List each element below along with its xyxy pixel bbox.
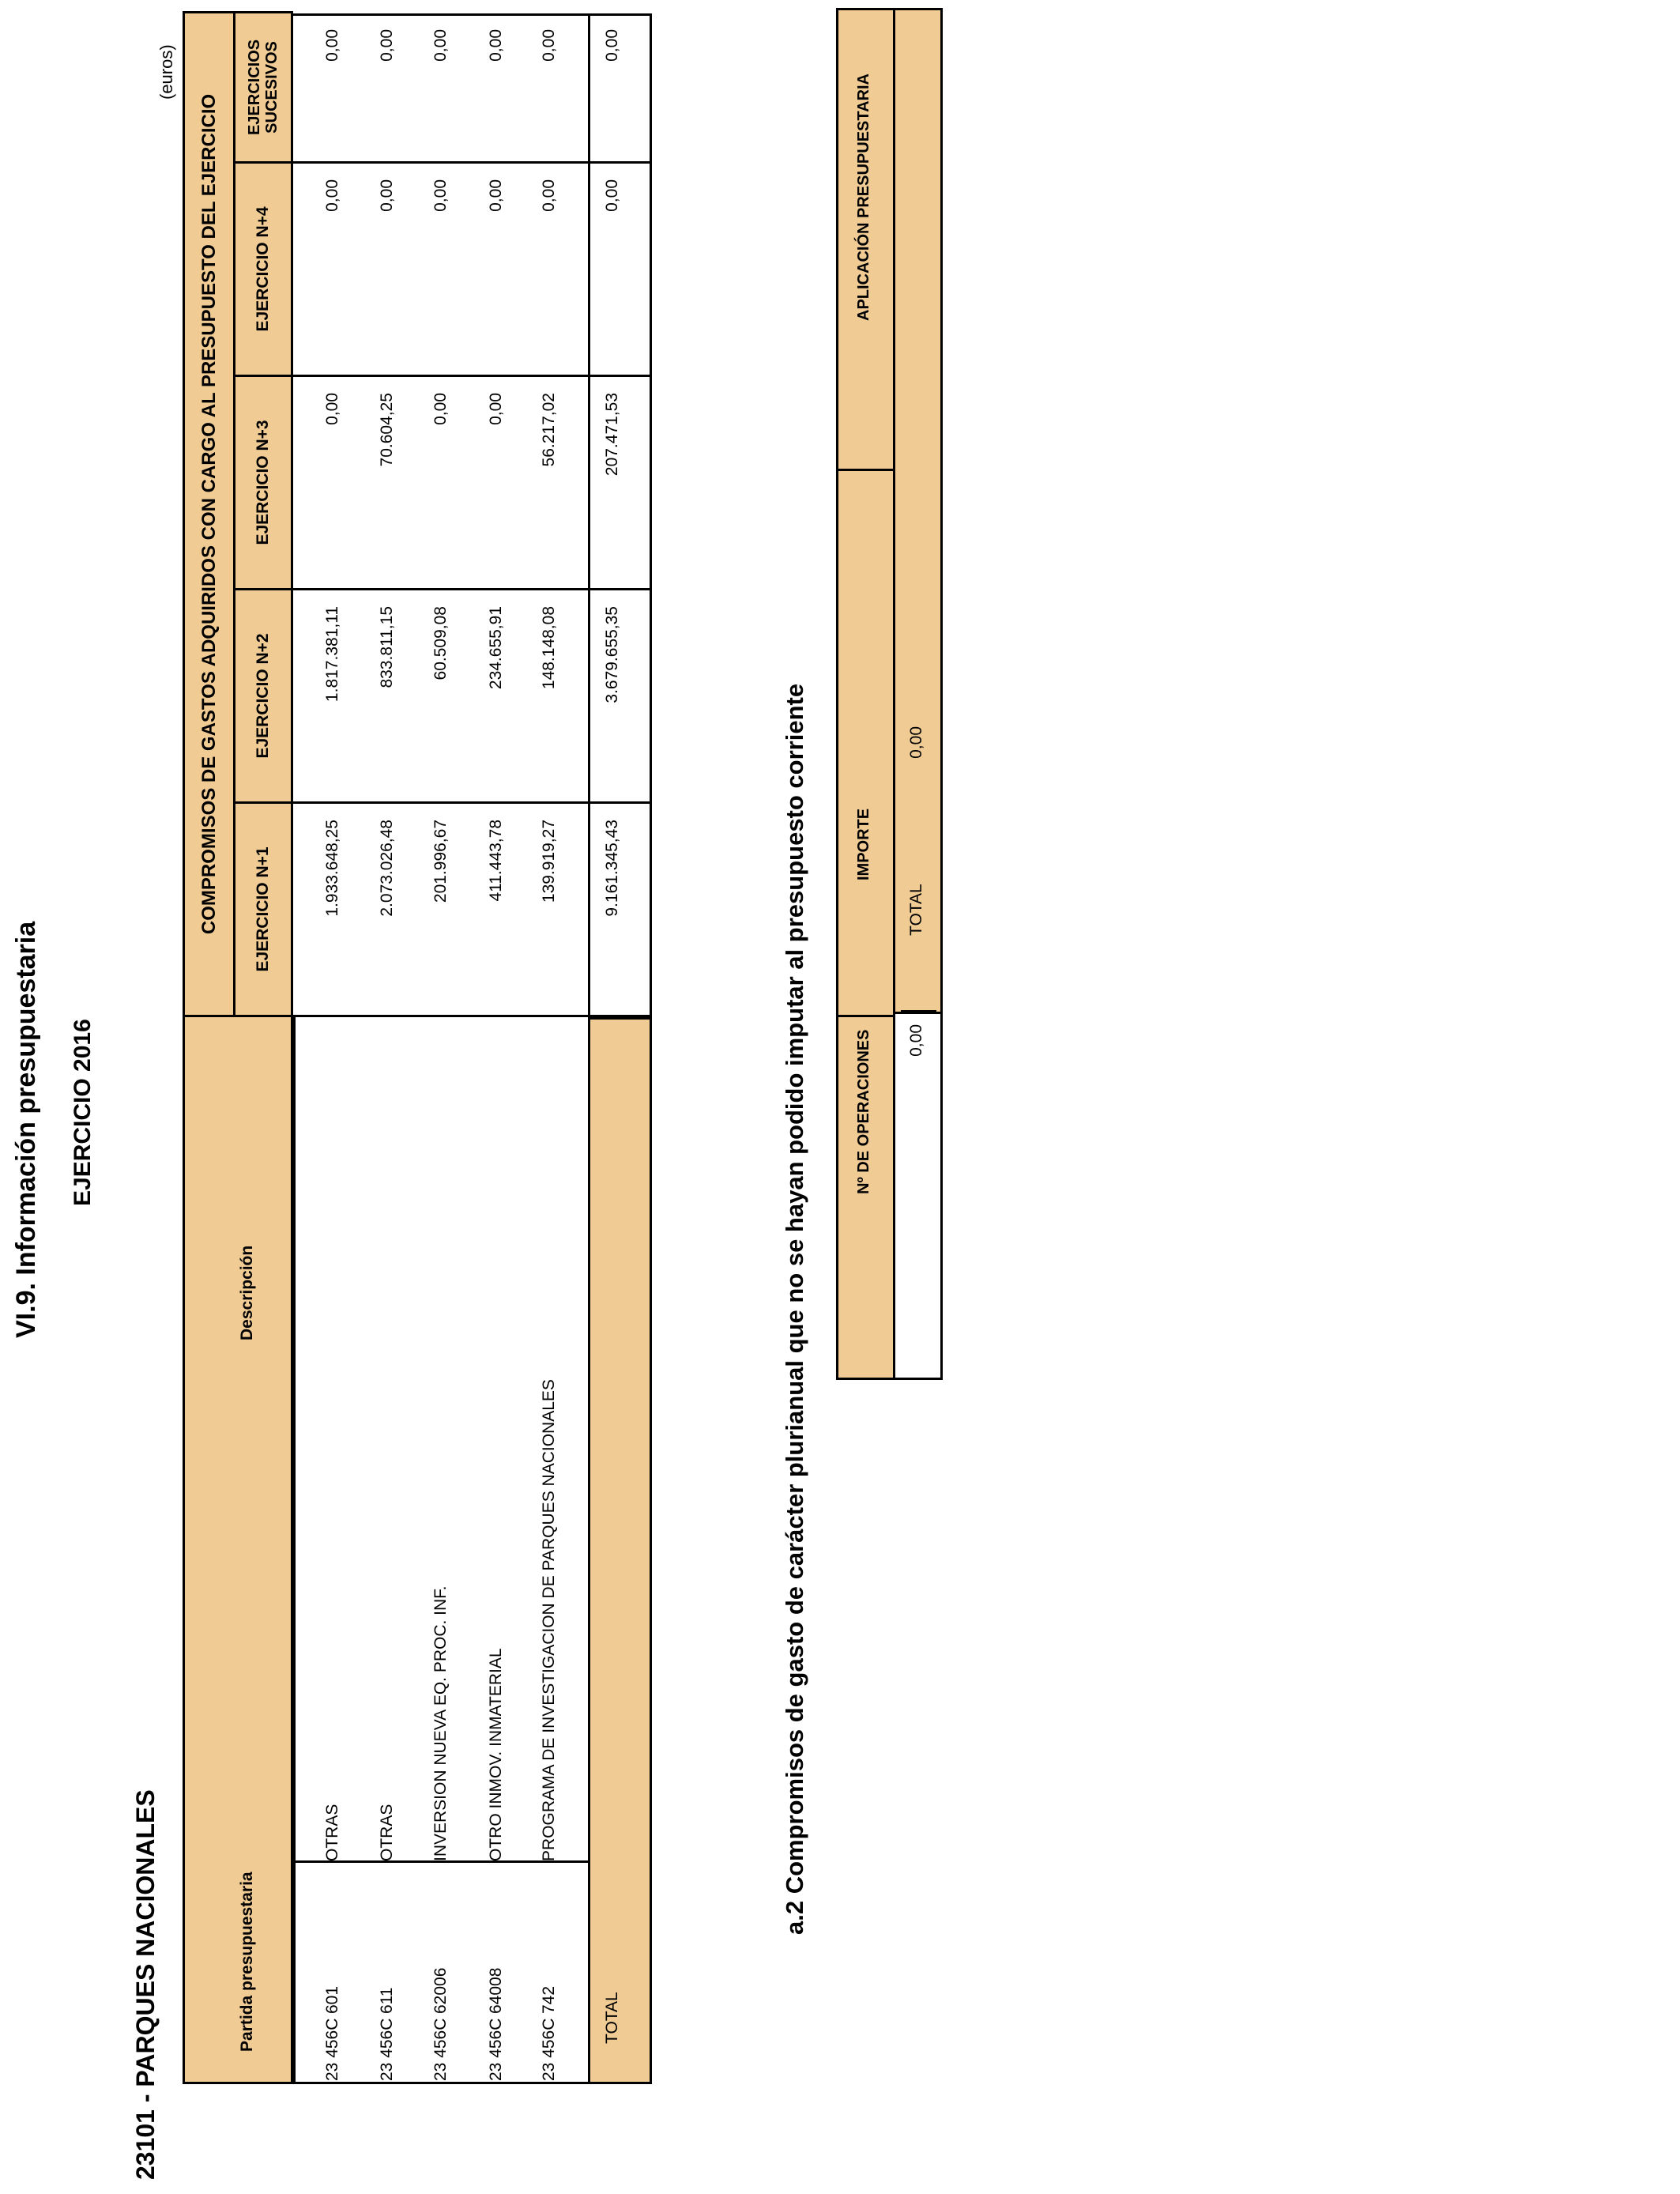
row-n1: 1.933.648,25 <box>323 820 341 917</box>
total-label: TOTAL <box>603 1992 621 2044</box>
row-n1: 139.919,27 <box>540 820 558 903</box>
col-partida-header: Partida presupuestaria <box>238 1872 256 2052</box>
row-n4: 0,00 <box>431 179 450 212</box>
a2-col-importe: IMPORTE <box>855 808 872 880</box>
total-sucesivos: 0,00 <box>603 29 621 62</box>
row-n4: 0,00 <box>378 179 396 212</box>
row-programa: 23 456C <box>487 2018 505 2081</box>
a2-total-operaciones: 0,00 <box>907 1024 925 1057</box>
a2-title: a.2 Compromisos de gasto de carácter plurianual que no se hayan podido imputar al presupuesto corriente <box>781 683 808 1935</box>
row-n2: 148.148,08 <box>540 606 558 690</box>
total-row-label-cell <box>588 1017 652 2084</box>
row-n1: 201.996,67 <box>431 820 450 903</box>
row-concepto: 601 <box>323 1985 341 2014</box>
row-descripcion: OTRO INMOV. INMATERIAL <box>487 1648 505 1861</box>
total-n3: 207.471,53 <box>603 393 621 477</box>
row-n4: 0,00 <box>487 179 505 212</box>
col-n1-header: EJERCICIO N+1 <box>235 802 292 1016</box>
row-n4: 0,00 <box>540 179 558 212</box>
col-n3-header: EJERCICIO N+3 <box>235 375 292 589</box>
a2-importe-header-cell <box>836 469 895 1017</box>
row-descripcion: OTRAS <box>323 1804 341 1861</box>
row-n3: 0,00 <box>323 393 341 425</box>
fiscal-year: EJERCICIO 2016 <box>70 1019 96 1206</box>
row-sucesivos: 0,00 <box>487 29 505 62</box>
row-sucesivos: 0,00 <box>431 29 450 62</box>
row-programa: 23 456C <box>431 2018 450 2081</box>
organism-title: 23101 - PARQUES NACIONALES <box>131 1789 160 2180</box>
row-n1: 411.443,78 <box>487 820 505 902</box>
row-descripcion: PROGRAMA DE INVESTIGACION DE PARQUES NACIONALES <box>540 1379 558 1861</box>
row-programa: 23 456C <box>378 2018 396 2081</box>
row-sucesivos: 0,00 <box>540 29 558 62</box>
row-n2: 234.655,91 <box>487 606 505 690</box>
a2-col-aplicacion: APLICACIÓN PRESUPUESTARIA <box>855 74 872 321</box>
group-header: COMPROMISOS DE GASTOS ADQUIRIDOS CON CARGO AL PRESUPUESTO DEL EJERCICIO <box>184 12 235 1016</box>
row-descripcion: OTRAS <box>378 1804 396 1861</box>
row-concepto: 611 <box>378 1987 396 2014</box>
row-n3: 70.604,25 <box>378 393 396 467</box>
col-n4-header: EJERCICIO N+4 <box>235 162 292 375</box>
row-programa: 23 456C <box>323 2018 341 2081</box>
a2-col-operaciones: Nº DE OPERACIONES <box>855 1029 872 1194</box>
row-descripcion: INVERSION NUEVA EQ. PROC. INF. <box>431 1585 450 1861</box>
row-n4: 0,00 <box>323 179 341 212</box>
row-n2: 1.817.381,11 <box>323 606 341 703</box>
total-n4: 0,00 <box>603 179 621 212</box>
row-sucesivos: 0,00 <box>323 29 341 62</box>
col-sucesivos-header: EJERCICIOS SUCESIVOS <box>235 12 292 162</box>
a2-total-importe: 0,00 <box>901 714 936 1012</box>
row-sucesivos: 0,00 <box>378 29 396 62</box>
total-n1: 9.161.345,43 <box>603 820 621 917</box>
a2-total-label: TOTAL <box>907 884 925 936</box>
commitments-table <box>183 11 296 2084</box>
row-programa: 23 456C <box>540 2018 558 2081</box>
row-n3: 0,00 <box>487 393 505 425</box>
page-title: VI.9. Información presupuestaria <box>11 921 41 1338</box>
row-n3: 56.217,02 <box>540 393 558 467</box>
units-label: (euros) <box>156 44 176 100</box>
row-n2: 60.509,08 <box>431 606 450 680</box>
row-concepto: 742 <box>540 1985 558 2014</box>
col-descripcion-header: Descripción <box>238 1245 256 1340</box>
total-n2: 3.679.655,35 <box>603 606 621 703</box>
row-concepto: 62006 <box>431 1967 450 2014</box>
row-n3: 0,00 <box>431 393 450 425</box>
col-n2-header: EJERCICIO N+2 <box>235 589 292 802</box>
row-n1: 2.073.026,48 <box>378 820 396 917</box>
row-concepto: 64008 <box>487 1967 505 2014</box>
row-n2: 833.811,15 <box>378 606 396 688</box>
